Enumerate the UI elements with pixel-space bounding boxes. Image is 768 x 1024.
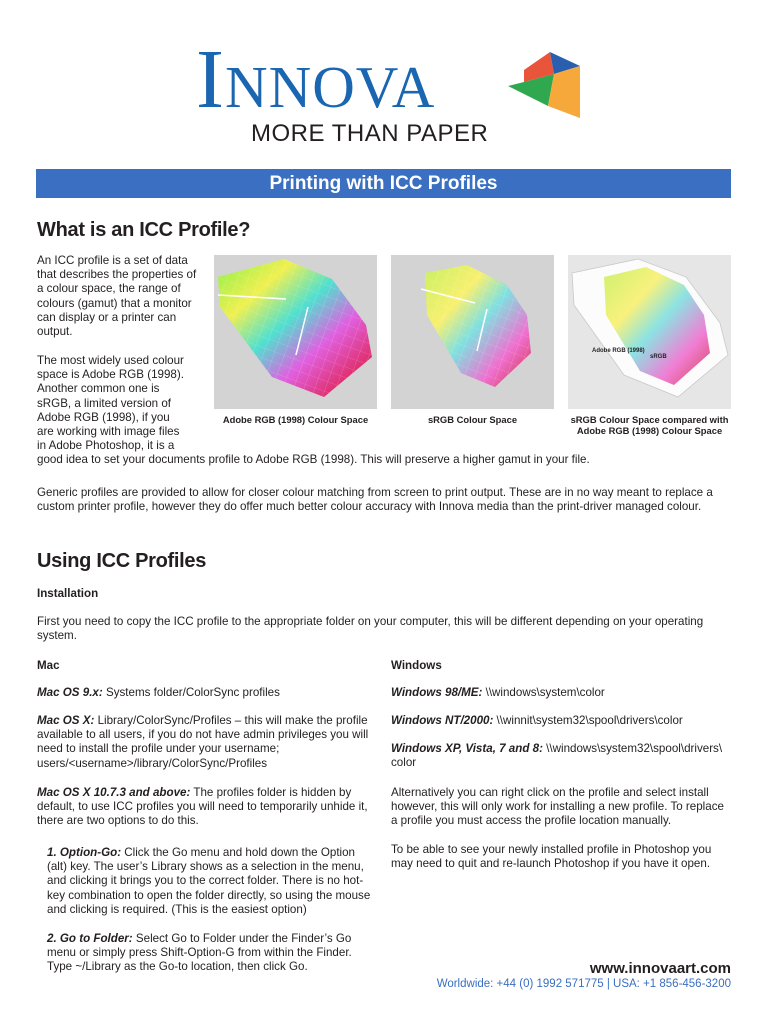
footer-phone-numbers: Worldwide: +44 (0) 1992 571775 | USA: +1 856-456-3200 bbox=[436, 978, 731, 990]
mac-osx1073-paragraph bbox=[37, 786, 377, 829]
srgb-vs-adobe-gamut-image bbox=[568, 255, 731, 409]
mac-os9-label: Mac OS 9.x: bbox=[37, 686, 103, 699]
windows-98-path: \\windows\system\color bbox=[482, 686, 605, 699]
section-heading-using-icc: Using ICC Profiles bbox=[37, 550, 207, 572]
go-to-folder-paragraph bbox=[47, 932, 377, 975]
installation-subheading: Installation bbox=[37, 587, 99, 600]
mac-subheading: Mac bbox=[37, 659, 60, 672]
paragraph-line: sRGB, a limited version of bbox=[37, 396, 172, 410]
adobe-rgb-inline-label: Adobe RGB (1998) bbox=[592, 348, 645, 354]
srgb-inline-label: sRGB bbox=[650, 354, 667, 360]
mac-osx-paragraph bbox=[37, 714, 377, 771]
mac-osx-text: Library/ColorSync/Profiles – this will make the profile available to all users, if you do not have admin privileges you will need to install the profile under your username; users/<username>/library/ColorSync/Profiles bbox=[37, 714, 369, 770]
adobe-rgb-gamut-image bbox=[214, 255, 377, 409]
mac-os9-path: Systems folder/ColorSync profiles bbox=[102, 686, 280, 699]
icc-definition-paragraph: An ICC profile is a set of data that describes the properties of a colour space, the range of colours (gamut) that a monitor can display or a printer can output. bbox=[37, 254, 197, 339]
windows-nt-label: Windows NT/2000: bbox=[391, 714, 494, 727]
paragraph-line: good idea to set your documents profile to Adobe RGB (1998). This will preserve a higher gamut in your file. bbox=[37, 453, 590, 467]
title-banner: Printing with ICC Profiles bbox=[36, 169, 731, 198]
go-to-folder-text: Select Go to Folder under the Finder’s Go menu or simply press Shift-Option-G from within the Finder. Type ~/Library as the Go-to location, then click Go. bbox=[47, 932, 352, 974]
windows-xp-paragraph bbox=[391, 742, 731, 770]
go-to-folder-label: 2. Go to Folder: bbox=[47, 932, 133, 945]
adobe-rgb-caption: Adobe RGB (1998) Colour Space bbox=[222, 414, 369, 425]
footer-website-link[interactable]: www.innovaart.com bbox=[589, 960, 731, 977]
brand-logo-text: Innova bbox=[196, 33, 436, 126]
windows-alternative-paragraph: Alternatively you can right click on the profile and select install however, this will only work for installing a new profile. To replace a profile you must access the profile location manually. bbox=[391, 786, 724, 828]
windows-nt-path: \\winnit\system32\spool\drivers\color bbox=[493, 714, 683, 727]
mac-osx1073-label: Mac OS X 10.7.3 and above: bbox=[37, 786, 191, 799]
comparison-caption: sRGB Colour Space compared with Adobe RGB (1998) Colour Space bbox=[570, 414, 729, 436]
windows-subheading: Windows bbox=[391, 659, 442, 672]
windows-98-paragraph bbox=[391, 686, 731, 700]
paragraph-line: in Adobe Photoshop, it is a bbox=[37, 439, 175, 453]
windows-relaunch-paragraph: To be able to see your newly installed profile in Photoshop you may need to quit and re-launch Photoshop if you have it open. bbox=[391, 843, 712, 871]
paragraph-line: space is Adobe RGB (1998). bbox=[37, 368, 184, 382]
mac-os9-paragraph bbox=[37, 686, 377, 700]
windows-xp-path: \\windows\system32\spool\drivers\ color bbox=[391, 742, 723, 770]
paragraph-line: The most widely used colour bbox=[37, 354, 184, 367]
windows-98-label: Windows 98/ME: bbox=[391, 686, 483, 699]
generic-profiles-paragraph: Generic profiles are provided to allow for closer colour matching from screen to print output. These are in no way meant to replace a custom printer profile, however they do offer much better colour accuracy with Innova media than the print-driver managed colour. bbox=[37, 486, 713, 514]
brand-tagline: MORE THAN PAPER bbox=[251, 120, 489, 147]
paragraph-line: Adobe RGB (1998), if you bbox=[37, 410, 170, 424]
paragraph-line: Another common one is bbox=[37, 382, 160, 396]
srgb-gamut-image bbox=[391, 255, 554, 409]
srgb-caption: sRGB Colour Space bbox=[427, 414, 518, 425]
mac-osx-label: Mac OS X: bbox=[37, 714, 95, 727]
mac-osx1073-text: The profiles folder is hidden by default, to use ICC profiles you will need to temporarily unhide it, there are two options to do this. bbox=[37, 786, 368, 828]
brand-logo-mark-icon bbox=[504, 48, 584, 122]
section-heading-what-is-icc: What is an ICC Profile? bbox=[37, 219, 251, 241]
option-go-label: 1. Option-Go: bbox=[47, 846, 122, 859]
installation-intro-paragraph: First you need to copy the ICC profile to the appropriate folder on your computer, this will be different depending on your operating system. bbox=[37, 615, 704, 643]
paragraph-line: are working with image files bbox=[37, 425, 180, 439]
option-go-text: Click the Go menu and hold down the Option (alt) key. The user’s Library shows as a selection in the menu, and clicking it brings you to the correct folder. There is no hot-key combination to open the folder directly, so using the mouse and clicking is required. (This is the easiest option) bbox=[47, 846, 371, 916]
windows-xp-label: Windows XP, Vista, 7 and 8: bbox=[391, 742, 543, 755]
option-go-paragraph bbox=[47, 846, 377, 917]
windows-nt-paragraph bbox=[391, 714, 731, 728]
